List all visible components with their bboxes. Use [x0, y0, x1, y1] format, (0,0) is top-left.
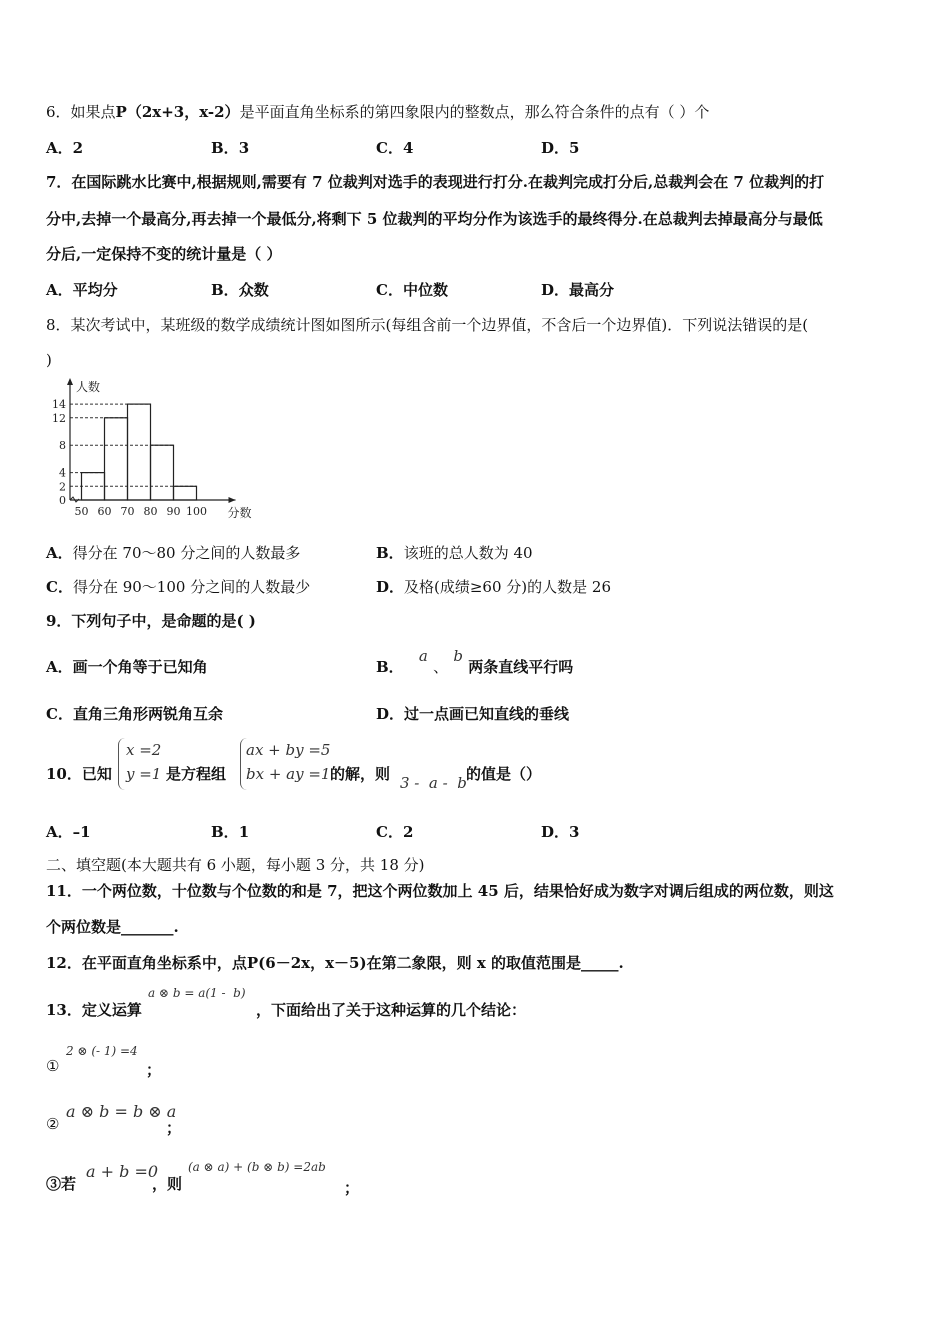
brace-1 [118, 738, 125, 790]
x-tick-label: 90 [166, 505, 181, 518]
q11-line1: 11．一个两位数，十位数与个位数的和是 7，把这个两位数加上 45 后，结果恰好成为数字对调后组成的两位数，则这 [46, 882, 834, 900]
q7-line1: 7．在国际跳水比赛中,根据规则,需要有 7 位裁判对选手的表现进行打分.在裁判完成打分后,总裁判会在 7 位裁判的打 [46, 173, 825, 191]
y-tick-label: 2 [59, 480, 66, 494]
conclusion-1-mark: ① [46, 1057, 60, 1075]
q8-line1: 8．某次考试中，某班级的数学成绩统计图如图所示(每组含前一个边界值，不含后一个边界值)．下列说法错误的是( [46, 316, 809, 334]
q7-option-a[interactable]: A．平均分 [46, 281, 118, 299]
x-axis-arrow [229, 497, 236, 503]
y-tick-label: 0 [59, 494, 66, 507]
q11-line2: 个两位数是_______. [46, 918, 179, 936]
x-tick-label: 50 [74, 505, 89, 518]
q6-option-c[interactable]: C．4 [376, 139, 414, 157]
q8-option-c[interactable]: C．得分在 90～100 分之间的人数最少 [46, 578, 311, 596]
q6-option-b[interactable]: B．3 [211, 139, 250, 157]
q7-line2: 分中,去掉一个最高分,再去掉一个最低分,将剩下 5 位裁判的平均分作为该选手的最终得分.在总裁判去掉最高分与最低 [46, 210, 823, 228]
q13-suffix: ，下面给出了关于这种运算的几个结论： [256, 1001, 527, 1019]
x-tick-label: 80 [143, 505, 158, 518]
q8-option-b[interactable]: B．该班的总人数为 40 [376, 544, 533, 562]
y-tick-label: 12 [52, 411, 66, 425]
q8-option-a[interactable]: A．得分在 70～80 分之间的人数最多 [46, 544, 301, 562]
q9-option-a[interactable]: A．画一个角等于已知角 [46, 658, 208, 676]
q7-option-c[interactable]: C．中位数 [376, 281, 448, 299]
q7-line3: 分后,一定保持不变的统计量是（ ） [46, 245, 282, 263]
q10-option-b[interactable]: B．1 [211, 823, 250, 841]
conclusion-3-expr: (a ⊗ a) + (b ⊗ b) =2ab [188, 1160, 326, 1174]
q10-option-d[interactable]: D．3 [541, 823, 580, 841]
conclusion-1-end: ； [146, 1061, 162, 1079]
q13-definition: a ⊗ b = a(1 - b) [148, 986, 246, 1000]
q9-option-c[interactable]: C．直角三角形两锐角互余 [46, 705, 223, 723]
x-axis-title: 分数 [227, 506, 252, 520]
histogram-bar [105, 418, 128, 500]
x-tick-label: 100 [186, 505, 207, 518]
q7-option-d[interactable]: D．最高分 [541, 281, 615, 299]
q10-prefix: 10．已知 [46, 765, 112, 783]
q10-option-a[interactable]: A．–1 [46, 823, 91, 841]
y-tick-label: 14 [52, 398, 66, 412]
q7-option-b[interactable]: B．众数 [211, 281, 269, 299]
y-tick-label: 4 [59, 466, 66, 480]
q9-stem: 9．下列句子中，是命题的是( ) [46, 612, 256, 630]
q6-point: P（2x+3，x-2） [115, 103, 240, 121]
x-tick-label: 60 [97, 505, 112, 518]
score-histogram [40, 376, 260, 526]
q12-stem: 12．在平面直角坐标系中，点P(6－2x，x－5)在第二象限，则 x 的取值范围是_____. [46, 954, 624, 972]
math-a: a [418, 647, 428, 665]
q13-prefix: 13．定义运算 [46, 1001, 142, 1019]
q12-point: P(6－2x，x－5) [246, 954, 367, 972]
histogram-bar [174, 486, 197, 500]
math-b: b [453, 647, 463, 665]
q8-option-d[interactable]: D．及格(成绩≥60 分)的人数是 26 [376, 578, 611, 596]
y-tick-label: 8 [59, 439, 66, 453]
conclusion-2-end: ； [166, 1119, 182, 1137]
q9-option-b[interactable]: B． a 、 b 两条直线平行吗 [376, 647, 574, 676]
section-2-heading: 二、填空题(本大题共有 6 小题，每小题 3 分，共 18 分) [46, 856, 425, 874]
conclusion-3-mid: ，则 [152, 1175, 183, 1193]
q10-system2: ax + by =5 bx + ay =1 [246, 741, 331, 783]
q10-mid: 是方程组 [166, 765, 227, 783]
y-axis-arrow [67, 378, 73, 385]
conclusion-2-expr: a ⊗ b = b ⊗ a [66, 1102, 177, 1121]
y-axis-title: 人数 [76, 380, 101, 394]
x-tick-label: 70 [120, 505, 135, 518]
conclusion-3-end: ； [344, 1179, 360, 1197]
q6-suffix: 是平面直角坐标系的第四象限内的整数点，那么符合条件的点有（ ）个 [239, 103, 710, 121]
q6-option-d[interactable]: D．5 [541, 139, 580, 157]
q9-option-d[interactable]: D．过一点画已知直线的垂线 [376, 705, 570, 723]
q8-line2: ) [46, 351, 52, 369]
q10-option-c[interactable]: C．2 [376, 823, 414, 841]
histogram-bar [151, 445, 174, 500]
q6-prefix: 6．如果点 [46, 103, 116, 121]
q6-option-a[interactable]: A．2 [46, 139, 84, 157]
q10-suffix: 的值是（） [466, 765, 542, 783]
conclusion-3-mark: ③若 [46, 1175, 77, 1193]
q6-stem [46, 102, 709, 122]
conclusion-2-mark: ② [46, 1115, 60, 1133]
q10-mid2: 的解，则 [330, 765, 391, 783]
q10-system1: x =2 y =1 [126, 741, 162, 783]
q10-expr: 3 - a - b [400, 774, 467, 792]
histogram-bar [128, 404, 151, 500]
conclusion-1-expr: 2 ⊗ (- 1) =4 [66, 1044, 138, 1058]
conclusion-3-condition: a + b =0 [86, 1162, 159, 1181]
